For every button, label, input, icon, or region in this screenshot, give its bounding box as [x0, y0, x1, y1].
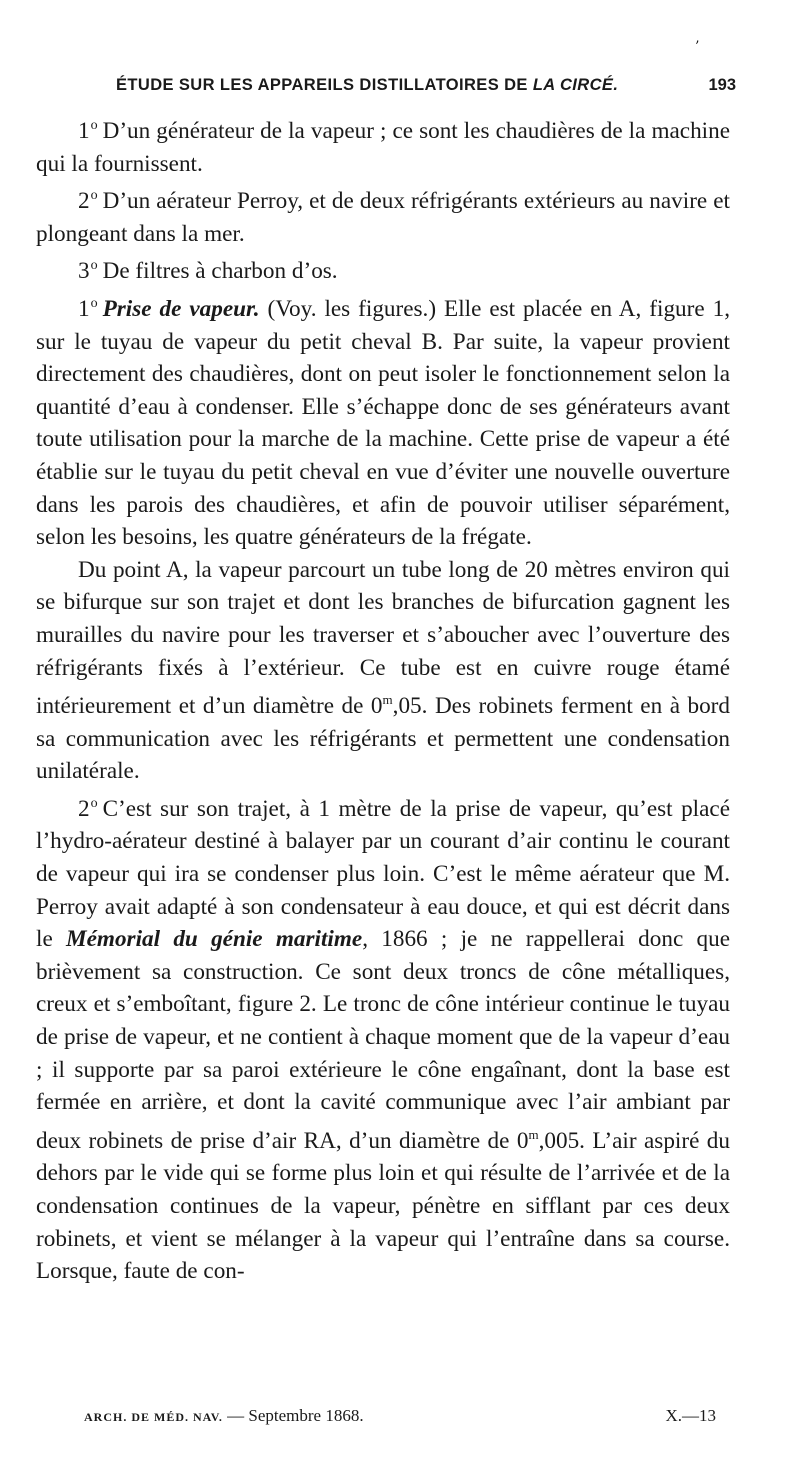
- footer-date: Septembre 1868.: [248, 1406, 364, 1425]
- list-number: 2: [78, 188, 90, 215]
- ordinal-mark: o: [90, 258, 98, 274]
- ordinal-mark: o: [90, 795, 98, 811]
- list-number: 1: [78, 118, 90, 144]
- paragraph-text: Du point A, la vapeur parcourt un tube long de 20 mètres environ qui se bifurque sur son trajet et dont les branches de bifurcation gagnent les murailles du navire pour les traverser et s’aboucher avec l’ouverture des réfrigérants fixés à l’extérieur. Ce tube est en cuivre rouge étamé intérieurement et d’un diamètre de 0: [36, 556, 730, 720]
- ordinal-mark: o: [90, 295, 98, 311]
- corner-mark: ’: [695, 39, 700, 55]
- section-text: C’est sur son trajet, à 1 mètre de la prise de vapeur, qu’est placé l’hydro-aérateur destiné à balayer par un courant d’air continu le courant de vapeur qui ira se condenser plus loin. C’est le même aérateur que M. Perroy avait adapté à son condensateur à eau douce, et qui est décrit dans le: [36, 795, 730, 953]
- list-item: [36, 250, 730, 288]
- ordinal-mark: o: [90, 118, 98, 133]
- list-item: [36, 180, 730, 250]
- running-title-italic: LA CIRCÉ.: [532, 76, 619, 94]
- list-number: 3: [78, 258, 90, 285]
- running-title-main: ÉTUDE SUR LES APPAREILS DISTILLATOIRES DE: [116, 76, 528, 94]
- journal-abbreviation: ARCH. DE MÉD. NAV.: [84, 1410, 223, 1424]
- section-aerateur: [36, 788, 730, 1288]
- ordinal-mark: o: [90, 188, 98, 204]
- footer-journal: [84, 1406, 364, 1426]
- page-number: 193: [708, 76, 736, 94]
- list-item-text: D’un aérateur Perroy, et de deux réfrigérants extérieurs au navire et plongeant dans la mer.: [36, 188, 730, 247]
- paragraph-text-continued: ,05. Des robinets ferment en à bord sa communication avec les réfrigérants et permettent une condensation unilatérale.: [36, 693, 730, 785]
- signature-mark: X.—13: [665, 1406, 716, 1425]
- unit-superscript: m: [528, 1126, 539, 1142]
- book-page: [36, 0, 736, 1471]
- section-text: (Voy. les figures.) Elle est placée en A, figure 1, sur le tuyau de vapeur du petit cheval B. Par suite, la vapeur provient directement des chaudières, dont on peut isoler le fonctionnement selon la quantité d’eau à condenser. Elle s’échappe donc de ses générateurs avant toute utilisation pour la marche de la machine. Cette prise de vapeur a été établie sur le tuyau du petit cheval en vue d’éviter une nouvelle ouverture dans les parois des chaudières, et afin de pouvoir utiliser séparément, selon les besoins, les quatre générateurs de la frégate.: [36, 295, 731, 551]
- unit-superscript: m: [382, 692, 393, 708]
- section-number: 1: [78, 295, 90, 322]
- section-text-middle: , 1866 ; je ne rappellerai donc que brièvement sa construction. Ce sont deux troncs de cône métalliques, creux et s’emboîtant, figure 2. Le tronc de cône intérieur continue le tuyau de prise de vapeur, et ne contient à chaque moment que de la vapeur d’eau ; il supporte par sa paroi extérieure le cône engaînant, dont la base est fermée en arrière, et dont la cavité communique avec l’air ambiant par deux robinets de prise d’air RA, d’un diamètre de 0: [36, 926, 730, 1154]
- list-item: [36, 110, 730, 180]
- body-text: [36, 110, 730, 1288]
- running-head: [116, 76, 736, 100]
- section-text-end: ,005. L’air aspiré du dehors par le vide qui se forme plus loin et qui résulte de l’arrivée et de la condensation continues de la vapeur, pénètre en sifflant par ces deux robinets, et vient se mélanger à la vapeur qui l’entraîne dans sa course. Lorsque, faute de con-: [36, 1127, 730, 1285]
- section-number: 2: [78, 795, 90, 822]
- italic-publication-title: Mémorial du génie maritime: [66, 926, 363, 953]
- section-prise-de-vapeur: [36, 288, 730, 554]
- list-item-text: De filtres à charbon d’os.: [102, 258, 338, 285]
- page-footer: [84, 1406, 716, 1428]
- paragraph-tube: [36, 554, 730, 788]
- footer-dash: —: [227, 1406, 245, 1425]
- section-heading: Prise de vapeur.: [102, 295, 260, 322]
- list-item-text: D’un générateur de la vapeur ; ce sont les chaudières de la machine qui la fournissent.: [36, 118, 730, 177]
- running-title: [116, 76, 618, 95]
